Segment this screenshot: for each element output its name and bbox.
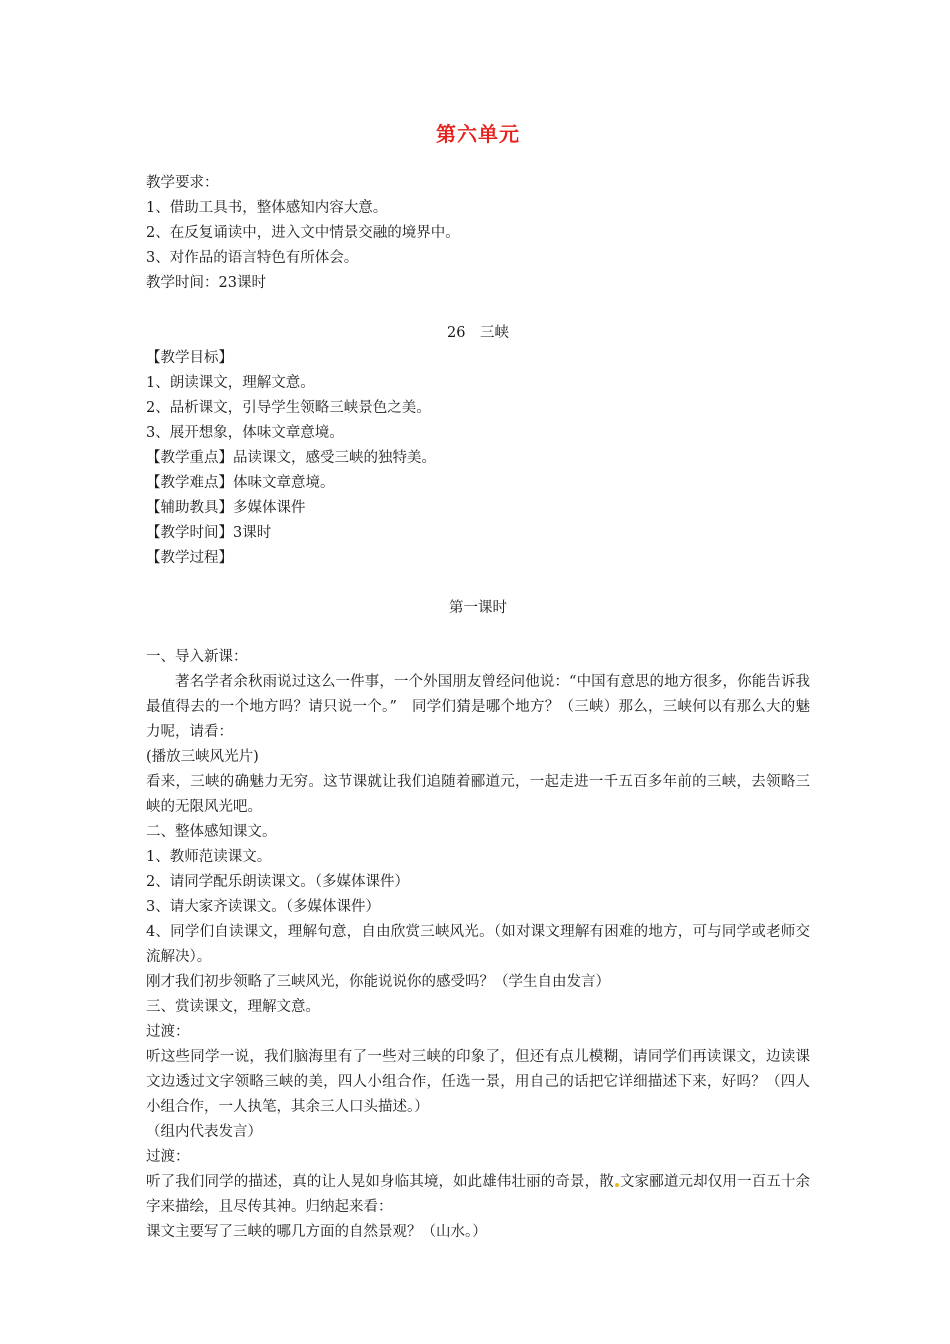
stray-mark: [615, 1183, 619, 1187]
unit-title: 第六单元: [436, 122, 520, 146]
section-3-paragraph-2: [146, 1170, 810, 1220]
paragraph-2-part-a: 听了我们同学的描述，真的让人晃如身临其境，如此雄伟壮丽的奇景，散: [146, 1174, 614, 1190]
section-2-item-4: 4、同学们自读课文，理解句意，自由欣赏三峡风光。（如对课文理解有困难的地方，可与同学或老师交流解决）。: [146, 924, 810, 965]
unit-requirement-1: 1、借助工具书，整体感知内容大意。: [146, 200, 388, 216]
section-2-item-3: 3、请大家齐读课文。（多媒体课件）: [146, 899, 380, 915]
section-1-after: 看来，三峡的确魅力无穷。这节课就让我们追随着郦道元，一起走进一千五百多年前的三峡，去领略三峡的无限风光吧。: [146, 774, 810, 815]
unit-requirements-label: 教学要求：: [146, 175, 219, 191]
key-point: 【教学重点】品读课文，感受三峡的独特美。: [146, 450, 436, 466]
group-representative-note: （组内代表发言）: [146, 1124, 262, 1140]
section-3-question: 课文主要写了三峡的哪几方面的自然景观？（山水。）: [146, 1224, 487, 1240]
section-2-after: 刚才我们初步领略了三峡风光，你能说说你的感受吗？（学生自由发言）: [146, 974, 610, 990]
lesson-title: 26 三峡: [447, 325, 509, 341]
teaching-time: 【教学时间】3课时: [146, 525, 272, 541]
section-2-item-2: 2、请同学配乐朗读课文。（多媒体课件）: [146, 874, 409, 890]
goals-label: 【教学目标】: [146, 350, 233, 366]
transition-label-1: 过渡：: [146, 1024, 190, 1040]
section-1-paragraph: 著名学者余秋雨说过这么一件事，一个外国朋友曾经问他说：“中国有意思的地方很多，你能告诉我最值得去的一个地方吗？请只说一个。” 同学们猜是哪个地方？（三峡）那么，三峡何以有那么大的魅力呢，请看：: [146, 674, 810, 740]
difficulty: 【教学难点】体味文章意境。: [146, 475, 335, 491]
unit-requirement-3: 3、对作品的语言特色有所体会。: [146, 250, 359, 266]
section-2-item-1: 1、教师范读课文。: [146, 849, 272, 865]
period-title: 第一课时: [449, 600, 507, 616]
section-1-heading: 一、导入新课：: [146, 649, 248, 665]
transition-label-2: 过渡：: [146, 1149, 190, 1165]
section-1-play-note: (播放三峡风光片): [146, 749, 259, 765]
goal-3: 3、展开想象，体味文章意境。: [146, 425, 344, 441]
unit-requirement-2: 2、在反复诵读中，进入文中情景交融的境界中。: [146, 225, 460, 241]
section-3-paragraph-1: 听这些同学一说，我们脑海里有了一些对三峡的印象了，但还有点儿模糊，请同学们再读课文，边读课文边透过文字领略三峡的美，四人小组合作，任选一景，用自己的话把它详细描述下来，好吗？（四人小组合作，一人执笔，其余三人口头描述。）: [146, 1049, 810, 1115]
goal-2: 2、品析课文，引导学生领略三峡景色之美。: [146, 400, 431, 416]
unit-teaching-time: 教学时间：23课时: [146, 275, 266, 291]
process-label: 【教学过程】: [146, 550, 233, 566]
section-3-heading: 三、赏读课文，理解文意。: [146, 999, 320, 1015]
paragraph-2-part-b: 文家郦道元却仅用一百五十余字来描绘，且尽传其神。归纳起来看：: [146, 1174, 811, 1215]
section-2-heading: 二、整体感知课文。: [146, 824, 277, 840]
goal-1: 1、朗读课文，理解文意。: [146, 375, 315, 391]
teaching-aids: 【辅助教具】多媒体课件: [146, 500, 306, 516]
